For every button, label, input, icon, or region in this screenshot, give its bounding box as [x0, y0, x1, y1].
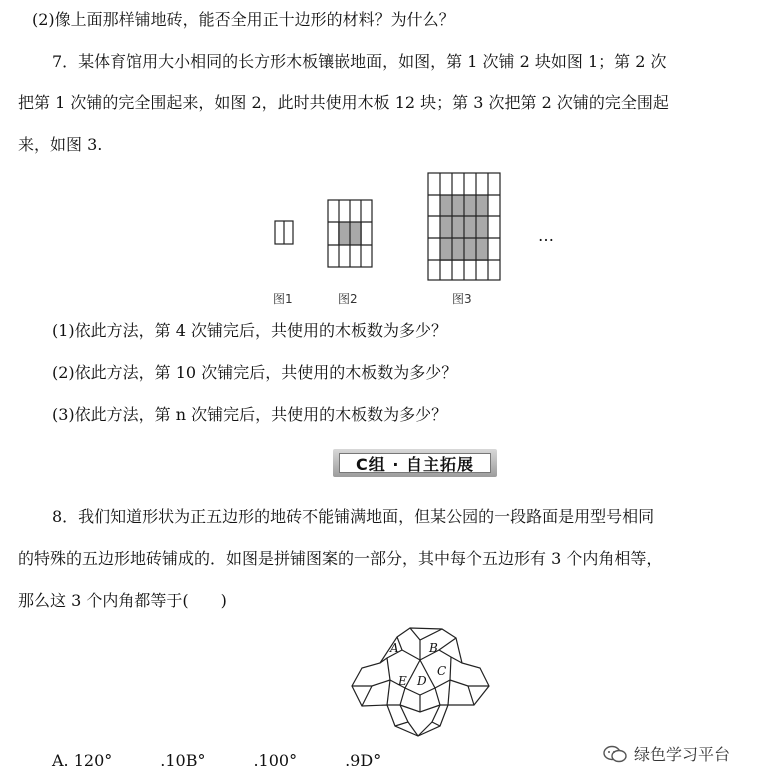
q8-line3: 那么这 3 个内角都等于( ): [18, 591, 227, 610]
pentagon-label-b: B: [429, 641, 438, 655]
figure-2-label: 图2: [338, 292, 358, 306]
ellipsis: …: [538, 226, 554, 245]
q8-line1: 8．我们知道形状为正五边形的地砖不能铺满地面，但某公园的一段路面是用型号相同: [52, 507, 655, 526]
q7-sub2: (2)依此方法，第 10 次铺完后，共使用的木板数为多少？: [52, 363, 458, 382]
figure-2: [328, 200, 372, 267]
pentagon-label-d: D: [417, 674, 427, 688]
pentagon-label-e: E: [398, 674, 407, 688]
pentagon-label-a: A: [390, 641, 399, 655]
q7-sub1: (1)依此方法，第 4 次铺完后，共使用的木板数为多少？: [52, 321, 448, 340]
q6-sub2: (2)像上面那样铺地砖，能否全用正十边形的材料？为什么？: [32, 10, 455, 29]
q7-line3: 来，如图 3.: [18, 135, 103, 154]
wechat-icon: [602, 744, 628, 764]
figure-3: [428, 173, 500, 280]
q7-sub3: (3)依此方法，第 n 次铺完后，共使用的木板数为多少？: [52, 405, 448, 424]
figure-1: [275, 221, 293, 244]
watermark-text: 绿色学习平台: [634, 745, 731, 764]
figure-3-label: 图3: [452, 292, 472, 306]
section-banner-label: C组 · 自主拓展: [339, 453, 491, 473]
q8-options: A. 120° .10B° .100° .9D°: [52, 751, 382, 770]
q8-line2: 的特殊的五边形地砖铺成的．如图是拼铺图案的一部分，其中每个五边形有 3 个内角相等，: [18, 549, 663, 568]
q7-line2: 把第 1 次铺的完全围起来，如图 2，此时共使用木板 12 块；第 3 次把第 2 次铺的完全围起: [18, 93, 669, 112]
figure-1-label: 图1: [273, 292, 293, 306]
watermark: [602, 742, 730, 765]
section-banner: [333, 449, 497, 477]
pentagon-label-c: C: [437, 664, 447, 678]
q7-line1: 7．某体育馆用大小相同的长方形木板镶嵌地面，如图，第 1 次铺 2 块如图 1；第 2 次: [52, 52, 667, 71]
